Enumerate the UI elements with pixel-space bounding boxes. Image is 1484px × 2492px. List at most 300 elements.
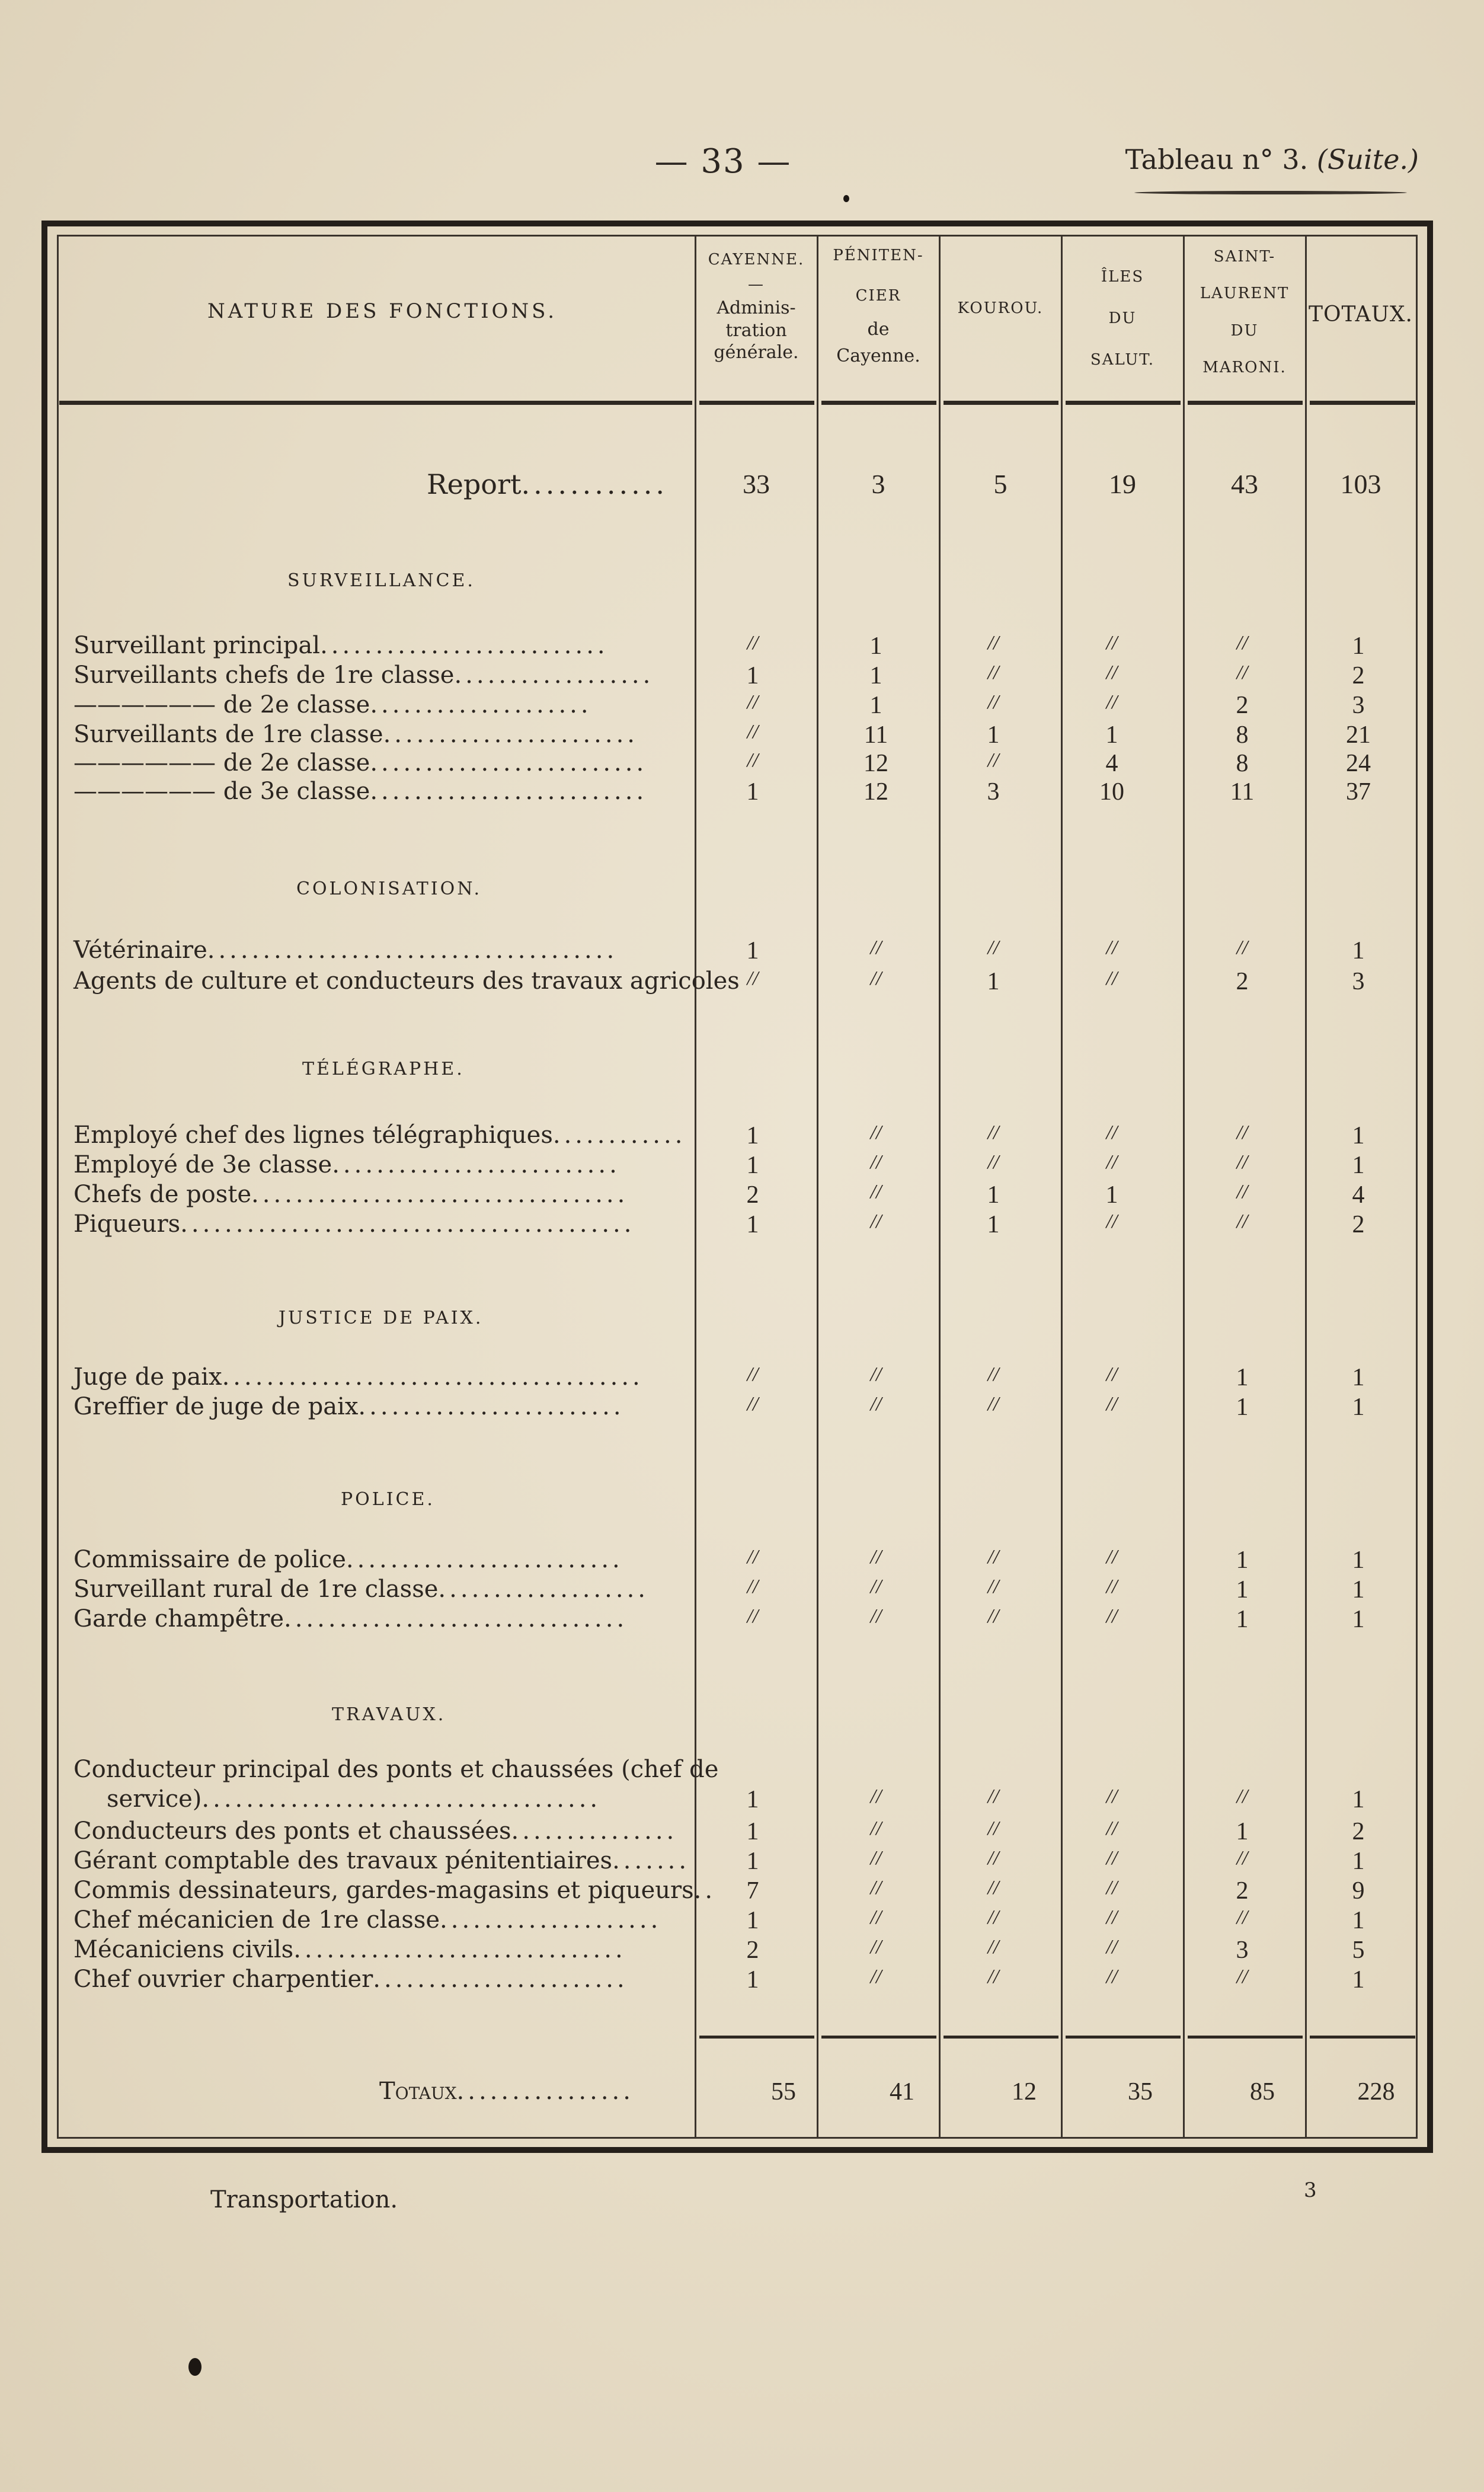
column-header-saint-laurent — [1185, 238, 1304, 386]
table-cell: // — [1236, 1785, 1248, 1807]
section-title-police: POLICE. — [341, 1489, 435, 1510]
leader-dots: ..................................... — [207, 937, 618, 964]
footer-signature: 3 — [1304, 2178, 1317, 2202]
table-cell: // — [1106, 967, 1118, 989]
leader-dots: ......................... — [370, 749, 648, 777]
table-cell: // — [987, 1151, 999, 1173]
report-label — [427, 468, 693, 500]
row-label — [73, 778, 692, 805]
totals-label-text: Totaux — [379, 2078, 457, 2105]
totals-cell: 12 — [1012, 2078, 1037, 2106]
ink-dot — [843, 195, 849, 202]
table-cell: // — [1236, 937, 1248, 959]
table-cell: // — [1106, 1906, 1118, 1928]
table-cell: // — [870, 1151, 882, 1173]
table-cell: 2 — [1352, 1211, 1365, 1238]
table-cell: 1 — [987, 968, 1000, 995]
leader-dots: ............ — [552, 1122, 686, 1149]
table-cell: // — [747, 1576, 759, 1598]
header-rule — [1188, 401, 1303, 405]
table-cell: // — [870, 1605, 882, 1627]
table-cell: 1 — [1236, 1547, 1249, 1574]
table-cell: // — [870, 1877, 882, 1899]
title-rule — [1134, 191, 1407, 194]
table-cell: // — [1106, 937, 1118, 959]
table-cell: // — [1106, 1363, 1118, 1385]
row-label — [73, 1546, 692, 1573]
leader-dots: .............................. — [293, 1936, 626, 1963]
table-cell: // — [870, 1785, 882, 1807]
table-cell: 2 — [1236, 968, 1249, 995]
table-cell: // — [1106, 1847, 1118, 1869]
totals-rule — [944, 2036, 1058, 2039]
row-label-text: Commis dessinateurs, gardes-magasins et piqueurs — [73, 1877, 694, 1904]
table-cell: // — [987, 1576, 999, 1598]
report-cell: 3 — [871, 469, 885, 499]
totals-cell: 228 — [1357, 2078, 1395, 2106]
table-cell: // — [987, 691, 999, 713]
section-title-travaux: TRAVAUX. — [332, 1704, 446, 1725]
row-label — [73, 691, 692, 718]
table-cell: // — [987, 632, 999, 654]
table-row — [0, 937, 1484, 967]
totals-rule — [821, 2036, 936, 2039]
table-cell: 1 — [1352, 1122, 1365, 1149]
table-cell: // — [987, 1122, 999, 1143]
table-cell: 2 — [1352, 1818, 1365, 1845]
table-cell: // — [987, 1817, 999, 1839]
ink-blot — [188, 2358, 202, 2376]
row-label-text: Juge de paix — [73, 1363, 222, 1391]
totals-row — [0, 2078, 1484, 2108]
table-cell: // — [987, 1363, 999, 1385]
row-label — [73, 1210, 692, 1238]
column-header-sub: de — [867, 319, 890, 340]
table-cell: 1 — [746, 1907, 759, 1934]
table-cell: // — [987, 1393, 999, 1415]
row-label — [73, 1393, 692, 1420]
nature-header: NATURE DES FONCTIONS. — [207, 299, 558, 323]
table-cell: 4 — [1352, 1181, 1365, 1209]
table-cell: // — [1236, 1122, 1248, 1143]
leader-dots: .......................... — [320, 632, 609, 659]
table-cell: 1 — [1236, 1606, 1249, 1633]
table-cell: // — [747, 749, 759, 771]
column-header-title: PÉNITEN- — [833, 247, 924, 264]
table-cell: 1 — [1352, 1848, 1365, 1875]
table-cell: 1 — [1105, 1181, 1118, 1209]
row-label — [73, 721, 692, 748]
table-cell: 1 — [1352, 1606, 1365, 1633]
table-row — [0, 1122, 1484, 1152]
column-header-sub: DU — [1230, 321, 1259, 340]
table-cell: 1 — [746, 1211, 759, 1238]
leader-dots: .................................... — [202, 1785, 602, 1813]
table-cell: // — [987, 937, 999, 959]
row-label-text: Surveillants de 1re classe — [73, 721, 383, 748]
table-cell: 1 — [1236, 1364, 1249, 1391]
table-cell: 2 — [1236, 692, 1249, 719]
header-rule — [1066, 401, 1181, 405]
table-row — [0, 1966, 1484, 1996]
table-cell: 1 — [869, 632, 882, 660]
table-row — [0, 691, 1484, 722]
table-row — [0, 721, 1484, 752]
leader-dots: .................. — [454, 662, 654, 689]
table-cell: // — [870, 937, 882, 959]
table-row — [0, 1906, 1484, 1937]
table-cell: 1 — [1352, 1966, 1365, 1993]
leader-dots: ....................... — [383, 721, 639, 748]
row-label-text: service) — [107, 1785, 202, 1813]
table-cell: // — [987, 1877, 999, 1899]
table-cell: // — [870, 1181, 882, 1203]
table-cell: 24 — [1346, 750, 1371, 777]
column-header-sep: CIER — [855, 286, 901, 305]
column-header-title: ÎLES — [1101, 268, 1144, 286]
table-cell: 1 — [746, 1152, 759, 1179]
totals-cell: 41 — [890, 2078, 914, 2106]
table-row — [0, 1151, 1484, 1182]
column-header-sub: tration — [725, 320, 787, 341]
column-header-sub: générale. — [714, 342, 799, 363]
table-cell: 12 — [863, 778, 888, 806]
table-row — [0, 778, 1484, 809]
table-cell: // — [1106, 1122, 1118, 1143]
tableau-label: Tableau n° 3. — [1125, 143, 1309, 175]
table-cell: // — [1106, 1877, 1118, 1899]
table-row — [0, 1605, 1484, 1636]
table-cell: 1 — [1352, 1394, 1365, 1421]
leader-dots: .................... — [440, 1906, 662, 1934]
row-label — [73, 1817, 692, 1845]
column-header-iles-du-salut — [1063, 256, 1182, 381]
table-cell: // — [1106, 1966, 1118, 1988]
header-rule — [59, 401, 692, 405]
table-cell: // — [1106, 1817, 1118, 1839]
table-cell: 21 — [1346, 721, 1371, 749]
table-cell: // — [1106, 1151, 1118, 1173]
table-row — [0, 662, 1484, 692]
totals-cell: 35 — [1128, 2078, 1153, 2106]
table-cell: 1 — [746, 1786, 759, 1813]
row-label-text: Conducteur principal des ponts et chaussées (chef de — [73, 1756, 719, 1783]
table-cell: 1 — [746, 662, 759, 689]
report-cell: 5 — [993, 469, 1008, 499]
table-cell: // — [987, 1847, 999, 1869]
table-cell: // — [987, 1936, 999, 1958]
table-cell: // — [1236, 632, 1248, 654]
row-label-text: Employé chef des lignes télégraphiques — [73, 1122, 553, 1149]
leader-dots: .. — [693, 1877, 717, 1904]
row-label-text: Chef mécanicien de 1re classe — [73, 1906, 440, 1934]
header-rule — [944, 401, 1058, 405]
table-cell: 12 — [863, 750, 888, 777]
row-label-text: Surveillants chefs de 1re classe — [73, 662, 455, 689]
leader-dots: ......................................... — [180, 1210, 635, 1238]
table-cell: 1 — [746, 1848, 759, 1875]
table-row — [0, 1181, 1484, 1212]
row-label-text: Gérant comptable des travaux pénitentiaires — [73, 1847, 613, 1874]
table-cell: 1 — [1105, 721, 1118, 749]
leader-dots: ....... — [612, 1847, 690, 1874]
table-cell: // — [747, 1605, 759, 1627]
row-label — [73, 1936, 692, 1963]
report-cell: 33 — [743, 469, 770, 499]
row-label-text: —————— de 2e classe — [73, 691, 370, 718]
table-cell: // — [1236, 662, 1248, 683]
row-label-text: —————— de 3e classe — [73, 778, 370, 805]
totals-rule — [1188, 2036, 1303, 2039]
table-cell: 1 — [1352, 937, 1365, 964]
table-cell: 1 — [987, 721, 1000, 749]
table-cell: // — [1236, 1181, 1248, 1203]
table-cell: 2 — [1236, 1877, 1249, 1905]
header-rule — [821, 401, 936, 405]
table-cell: // — [870, 1817, 882, 1839]
row-label — [73, 1151, 692, 1178]
row-label-text: Chefs de poste — [73, 1181, 252, 1208]
table-cell: // — [1106, 1546, 1118, 1568]
header-rule — [1310, 401, 1415, 405]
table-cell: // — [1106, 691, 1118, 713]
table-cell: 1 — [1352, 1786, 1365, 1813]
table-cell: // — [870, 1546, 882, 1568]
table-cell: // — [1106, 632, 1118, 654]
column-header-sub: SALUT. — [1090, 351, 1155, 369]
table-cell: 7 — [746, 1877, 759, 1905]
table-cell: 1 — [869, 662, 882, 689]
section-title-colonisation: COLONISATION. — [296, 878, 482, 899]
table-row — [0, 1210, 1484, 1241]
table-cell: // — [987, 1785, 999, 1807]
table-cell: 1 — [746, 778, 759, 806]
row-label — [73, 1906, 692, 1934]
table-cell: // — [870, 1847, 882, 1869]
row-label-text: Employé de 3e classe — [73, 1151, 332, 1178]
leader-dots: ............... — [511, 1817, 678, 1845]
table-cell: // — [1106, 662, 1118, 683]
report-cell: 43 — [1231, 469, 1258, 499]
leader-dots: ......................... — [370, 778, 648, 805]
table-cell: // — [870, 1576, 882, 1598]
table-cell: // — [1236, 1151, 1248, 1173]
table-row — [0, 1576, 1484, 1606]
column-header-sub: LAURENT — [1200, 285, 1290, 303]
row-label — [73, 1847, 692, 1874]
table-cell: 1 — [1352, 1576, 1365, 1603]
report-label-text: Report — [427, 468, 522, 500]
table-cell: // — [747, 967, 759, 989]
table-cell: // — [1236, 1847, 1248, 1869]
footer-transportation: Transportation. — [210, 2186, 398, 2213]
table-row — [0, 1546, 1484, 1577]
column-header-penitencier — [819, 236, 938, 369]
leader-dots: ......................... — [346, 1546, 623, 1573]
totals-rule — [699, 2036, 814, 2039]
page-number: — 33 — — [654, 142, 792, 181]
table-cell: 1 — [746, 937, 759, 964]
row-label-text: Conducteurs des ponts et chaussées — [73, 1817, 511, 1845]
table-cell: 1 — [1352, 1907, 1365, 1934]
table-cell: // — [747, 632, 759, 654]
row-label — [73, 632, 692, 659]
row-label — [73, 1966, 692, 1993]
table-cell: 1 — [869, 692, 882, 719]
table-cell: // — [987, 1605, 999, 1627]
section-title-justice-de-paix: JUSTICE DE PAIX. — [279, 1308, 484, 1328]
table-cell: // — [870, 1122, 882, 1143]
section-title-telegraphe: TÉLÉGRAPHE. — [302, 1059, 465, 1079]
column-header-sub: Adminis- — [717, 298, 796, 319]
leader-dots: ...................................... — [222, 1363, 644, 1391]
totals-label — [379, 2078, 699, 2105]
row-label-text: Surveillant principal — [73, 632, 321, 659]
table-cell: 2 — [1352, 662, 1365, 689]
table-cell: 1 — [1236, 1394, 1249, 1421]
table-row — [0, 1363, 1484, 1394]
table-cell: 4 — [1105, 750, 1118, 777]
column-header-totaux: TOTAUX. — [1309, 302, 1413, 327]
table-row — [0, 1847, 1484, 1878]
table-cell: // — [1106, 1785, 1118, 1807]
row-label-text: Commissaire de police — [73, 1546, 346, 1573]
column-header-sub: MARONI. — [1202, 359, 1287, 377]
row-label — [73, 749, 692, 777]
leader-dots: .................... — [370, 691, 592, 718]
table-cell: 1 — [746, 1966, 759, 1993]
tableau-title — [1125, 143, 1419, 175]
leader-dots: .......................... — [332, 1151, 621, 1178]
row-label-text: Surveillant rural de 1re classe — [73, 1576, 439, 1603]
row-label — [73, 1756, 719, 1783]
leader-dots: ................ — [456, 2078, 634, 2105]
table-cell: 1 — [987, 1181, 1000, 1209]
table-cell: 1 — [746, 1818, 759, 1845]
table-cell: 11 — [1230, 778, 1255, 806]
table-cell: // — [747, 1363, 759, 1385]
table-row — [0, 749, 1484, 780]
totals-cell: 85 — [1250, 2078, 1275, 2106]
totals-rule — [1066, 2036, 1181, 2039]
table-row — [0, 1936, 1484, 1967]
table-cell: // — [1106, 1393, 1118, 1415]
table-cell: // — [987, 1546, 999, 1568]
leader-dots: ............ — [521, 468, 668, 500]
table-cell: 3 — [1352, 968, 1365, 995]
leader-dots: ................... — [438, 1576, 650, 1603]
row-label — [73, 1576, 692, 1603]
table-cell: 1 — [1352, 632, 1365, 660]
table-cell: 1 — [987, 1211, 1000, 1238]
table-cell: 1 — [1352, 1152, 1365, 1179]
table-cell: // — [870, 1936, 882, 1958]
table-cell: // — [870, 1363, 882, 1385]
row-label — [73, 1363, 692, 1391]
row-label — [73, 1605, 692, 1632]
report-cell: 19 — [1109, 469, 1136, 499]
row-label — [73, 1122, 692, 1149]
table-row — [0, 632, 1484, 663]
row-label — [73, 967, 740, 995]
table-row — [0, 1785, 1484, 1816]
leader-dots: ....................... — [373, 1966, 628, 1993]
row-label-text: Garde champêtre — [73, 1605, 284, 1632]
leader-dots: .................................. — [251, 1181, 629, 1208]
row-label — [73, 937, 692, 964]
row-label-text: —————— de 2e classe — [73, 749, 370, 777]
table-cell: // — [1106, 1605, 1118, 1627]
table-cell: 37 — [1346, 778, 1371, 806]
table-cell: // — [1236, 1966, 1248, 1988]
table-cell: // — [747, 721, 759, 743]
table-row — [0, 1393, 1484, 1424]
table-cell: // — [1236, 1210, 1248, 1232]
table-cell: 2 — [746, 1181, 759, 1209]
table-cell: 8 — [1236, 750, 1249, 777]
table-cell: 8 — [1236, 721, 1249, 749]
row-label-text: Piqueurs — [73, 1210, 181, 1238]
totals-cell: 55 — [771, 2078, 796, 2106]
row-label — [107, 1785, 692, 1813]
row-label-text: Vétérinaire — [73, 937, 207, 964]
table-cell: 1 — [746, 1122, 759, 1149]
row-label — [73, 1181, 692, 1208]
column-header-title: SAINT- — [1213, 248, 1276, 266]
table-row — [0, 1756, 1484, 1787]
row-label-text: Greffier de juge de paix — [73, 1393, 359, 1420]
table-cell: 2 — [746, 1937, 759, 1964]
table-cell: 3 — [1236, 1937, 1249, 1964]
table-cell: 3 — [987, 778, 1000, 806]
leader-dots: ........................ — [358, 1393, 625, 1420]
table-cell: // — [747, 1393, 759, 1415]
table-cell: // — [870, 1906, 882, 1928]
column-header-sub: DU — [1108, 309, 1137, 328]
table-cell: 1 — [1236, 1576, 1249, 1603]
tableau-suite: (Suite.) — [1316, 143, 1419, 175]
table-cell: // — [1106, 1576, 1118, 1598]
table-cell: // — [987, 749, 999, 771]
report-row — [0, 468, 1484, 499]
leader-dots: ............................... — [284, 1605, 628, 1632]
table-cell: 9 — [1352, 1877, 1365, 1905]
table-cell: 1 — [1352, 1364, 1365, 1391]
row-label-text: Mécaniciens civils — [73, 1936, 294, 1963]
column-header-cayenne — [697, 248, 815, 364]
column-header-sep: — — [748, 275, 765, 293]
row-label-text: Agents de culture et conducteurs des travaux agricoles — [73, 967, 740, 995]
table-cell: 5 — [1352, 1937, 1365, 1964]
table-cell: // — [870, 967, 882, 989]
table-cell: // — [870, 1210, 882, 1232]
header-rule — [699, 401, 814, 405]
table-row — [0, 1877, 1484, 1908]
table-cell: 1 — [1352, 1547, 1365, 1574]
report-cell: 103 — [1340, 469, 1381, 499]
table-cell: // — [1106, 1210, 1118, 1232]
table-cell: // — [747, 1546, 759, 1568]
table-cell: // — [1106, 1936, 1118, 1958]
column-header-sub: Cayenne. — [836, 346, 920, 367]
row-label — [73, 662, 692, 689]
table-cell: // — [747, 691, 759, 713]
table-cell: 10 — [1099, 778, 1124, 806]
table-cell: 1 — [1236, 1818, 1249, 1845]
section-title-surveillance: SURVEILLANCE. — [287, 570, 475, 591]
table-cell: // — [987, 1906, 999, 1928]
totals-rule — [1310, 2036, 1415, 2039]
